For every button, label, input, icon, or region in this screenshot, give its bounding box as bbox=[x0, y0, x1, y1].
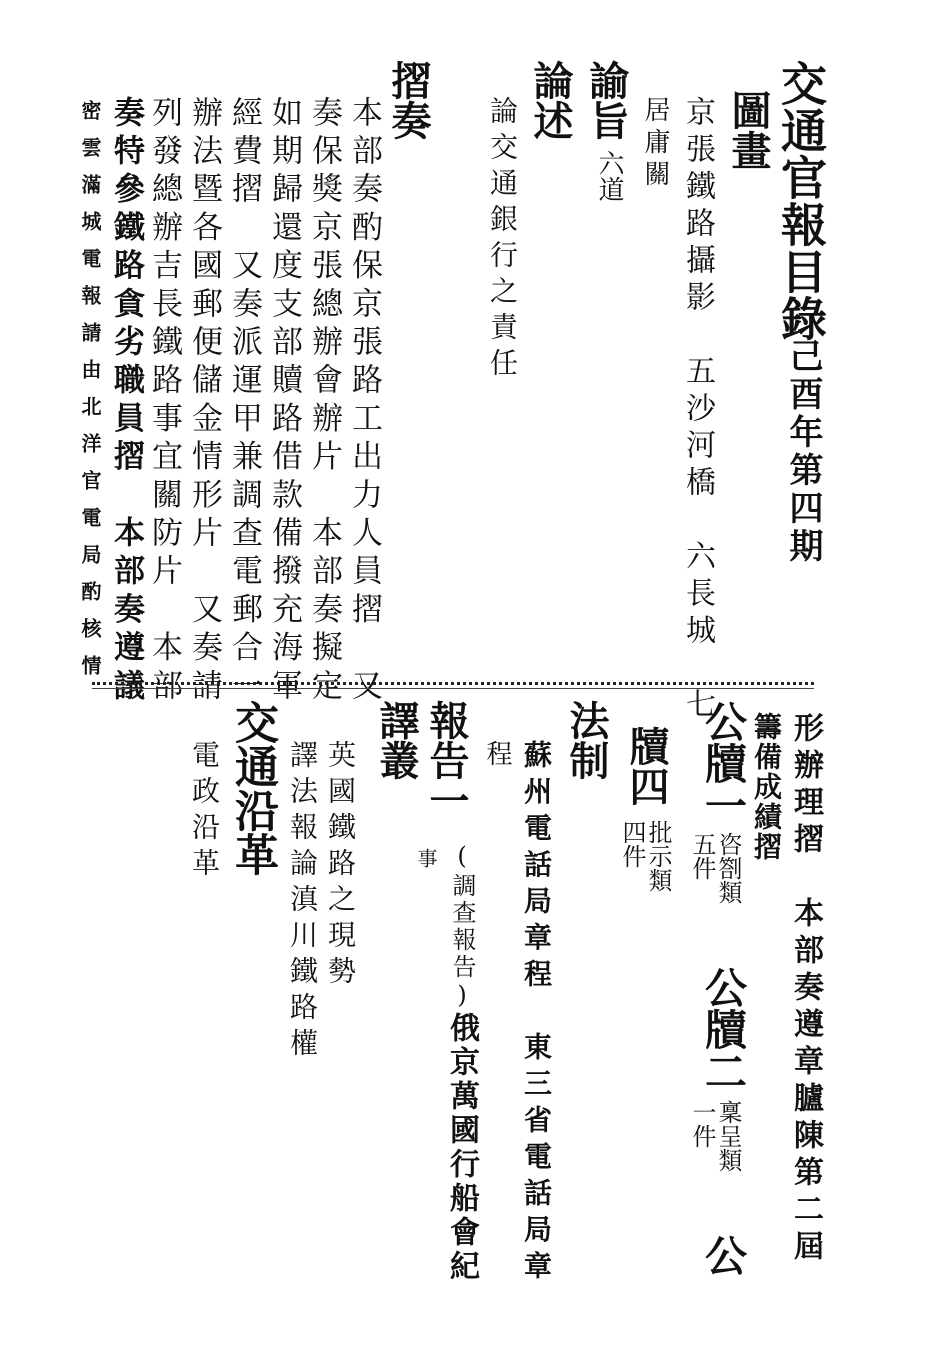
gongdu1-heading: 公牘一 bbox=[699, 700, 748, 826]
memorial-line: 密雲滿城電報請由北洋官電局酌核情 bbox=[78, 100, 102, 692]
essays-heading: 論述 bbox=[527, 60, 574, 140]
report-title: 俄京萬國行船會紀 bbox=[444, 1012, 479, 1284]
lower-line-b: 籌備成績摺 bbox=[750, 712, 783, 862]
gongdu2-sub: 稟呈類 bbox=[714, 1100, 742, 1172]
gongdu2-heading: 公牘二 bbox=[699, 966, 748, 1092]
law-list: 蘇州電話局章程 東三省電話局章 bbox=[520, 740, 553, 1288]
memorial-line: 奏保獎京張總辦會辦片 本部奏擬定 bbox=[306, 96, 342, 708]
law-heading: 法制 bbox=[563, 700, 610, 780]
translation-heading: 譯叢 bbox=[373, 700, 420, 780]
gongdu4-count: 四件 bbox=[618, 820, 646, 868]
illustrations-list-cont: 居庸關 bbox=[640, 96, 670, 192]
history-heading: 交通沿革 bbox=[227, 700, 278, 876]
law-list-cont: 程 bbox=[482, 740, 512, 766]
memorial-line: 列發總辦吉長鐵路事宜關防片 本部 bbox=[146, 96, 182, 708]
main-title: 交通官報目錄 bbox=[774, 60, 828, 342]
gongdu1-count: 五件 bbox=[688, 832, 716, 880]
memorial-line: 辦法暨各國郵便儲金情形片 又奏請 bbox=[186, 96, 222, 708]
memorial-line: 經費摺 又奏派運甲兼調查電郵合一 bbox=[226, 96, 262, 708]
report-title-cont: 事 bbox=[414, 848, 438, 868]
lower-line-a: 形辦理摺 本部奏遵章臚陳第二屆 bbox=[788, 712, 823, 1267]
gongdu2-count: 一件 bbox=[688, 1100, 716, 1148]
illustrations-heading: 圖畫 bbox=[725, 90, 772, 170]
gongdu3-heading: 公 bbox=[699, 1234, 748, 1276]
report-paren: (調查報告) bbox=[448, 842, 476, 1012]
edicts-count: 六道 bbox=[594, 150, 624, 202]
memorial-line: 如期歸還度支部贖路借款備撥充海軍 bbox=[266, 96, 302, 708]
translation-item: 譯法報論滇川鐵路權 bbox=[286, 740, 319, 1064]
report-heading: 報告一 bbox=[423, 700, 470, 820]
section-divider bbox=[92, 682, 814, 685]
edicts-heading: 諭旨 bbox=[583, 60, 630, 140]
gongdu1-sub: 咨劄類 bbox=[714, 832, 742, 904]
memorial-line: 奏特參鐵路貪劣職員摺 本部奏遵議 bbox=[108, 96, 144, 708]
memorial-line: 本部奏酌保京張路工出力人員摺 又 bbox=[346, 96, 382, 708]
section-divider-line bbox=[92, 688, 814, 689]
essays-list: 論交通銀行之責任 bbox=[486, 96, 519, 384]
issue-label: 己酉年第四期 bbox=[783, 338, 823, 566]
memorials-heading: 摺奏 bbox=[385, 60, 432, 140]
translation-item: 英國鐵路之現勢 bbox=[324, 740, 357, 992]
gongdu4-sub: 批示類 bbox=[644, 820, 672, 892]
history-item: 電政沿革 bbox=[188, 740, 221, 884]
illustrations-list: 京張鐵路攝影 五沙河橋 六長城 七 bbox=[680, 96, 715, 725]
gongdu4-heading: 牘四 bbox=[623, 726, 670, 806]
